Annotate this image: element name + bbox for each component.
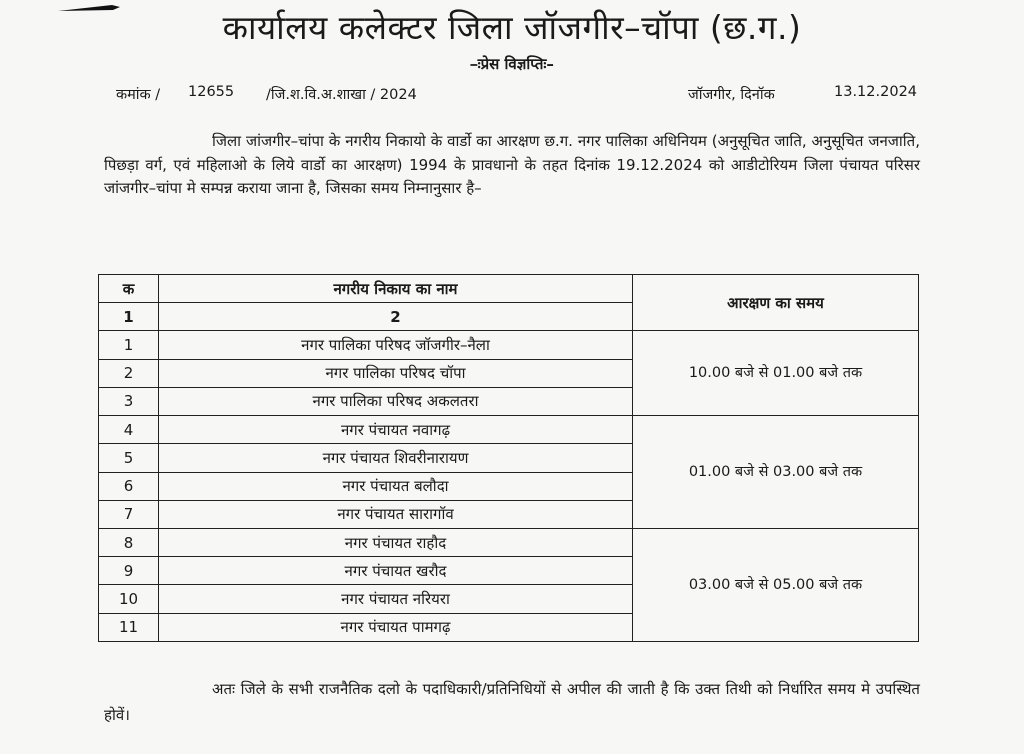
row-body-name: नगर पंचायत नरियरा	[159, 585, 633, 613]
row-serial: 4	[99, 416, 159, 444]
row-serial: 2	[99, 359, 159, 387]
header-serial: क	[99, 275, 159, 303]
row-body-name: नगर पंचायत बलौदा	[159, 472, 633, 500]
letter-number: 12655	[188, 84, 235, 100]
row-body-name: नगर पंचायत सारागॉव	[159, 500, 633, 528]
row-body-name: नगर पंचायत शिवरीनारायण	[159, 444, 633, 472]
column-number-2: 2	[159, 303, 633, 331]
press-release-heading: –ःप्रेस विज्ञप्तिः–	[470, 55, 554, 73]
department-code: /जि.श.वि.अ.शाखा / 2024	[266, 87, 417, 103]
reservation-schedule-table	[98, 274, 919, 642]
row-body-name: नगर पंचायत राहौद	[159, 528, 633, 556]
row-serial: 8	[99, 528, 159, 556]
header-body-name: नगरीय निकाय का नाम	[159, 275, 633, 303]
row-serial: 7	[99, 500, 159, 528]
column-number-1: 1	[99, 303, 159, 331]
closing-paragraph	[104, 676, 920, 728]
row-serial: 11	[99, 613, 159, 641]
table-header-row	[99, 275, 919, 303]
office-title: कार्यालय कलेक्टर जिला जॉजगीर–चॉपा (छ.ग.)	[222, 8, 802, 47]
table-row	[99, 331, 919, 359]
header-time: आरक्षण का समय	[633, 275, 919, 331]
time-slot-2: 01.00 बजे से 03.00 बजे तक	[633, 416, 919, 529]
row-body-name: नगर पालिका परिषद अकलतरा	[159, 387, 633, 415]
time-slot-3: 03.00 बजे से 05.00 बजे तक	[633, 528, 919, 641]
row-body-name: नगर पंचायत खरौद	[159, 557, 633, 585]
row-body-name: नगर पंचायत पामगढ़	[159, 613, 633, 641]
row-serial: 3	[99, 387, 159, 415]
row-serial: 9	[99, 557, 159, 585]
body-paragraph	[104, 130, 920, 201]
body-text: जिला जांजगीर–चांपा के नगरीय निकायो के वार्डो का आरक्षण छ.ग. नगर पालिका अधिनियम (अनुसूचित जाति, अनुसूचित जनजाति, पिछड़ा वर्ग, एवं महिलाओ के लिये वार्डो का आरक्षण) 1994 के प्रावधानो के तहत दिनांक 19.12.2024 को आडीटोरियम जिला पंचायत परिसर जांजगीर–चांपा मे सम्पन्न कराया जाना है, जिसका समय निम्नानुसार है–	[104, 132, 920, 197]
table-row	[99, 528, 919, 556]
table-row	[99, 416, 919, 444]
closing-text: अतः जिले के सभी राजनैतिक दलो के पदाधिकारी/प्रतिनिधियों से अपील की जाती है कि उक्त तिथी को निर्धारित समय मे उपस्थित होवें।	[104, 680, 920, 724]
row-body-name: नगर पंचायत नवागढ़	[159, 416, 633, 444]
row-body-name: नगर पालिका परिषद चॉपा	[159, 359, 633, 387]
row-serial: 1	[99, 331, 159, 359]
row-serial: 10	[99, 585, 159, 613]
issue-date: 13.12.2024	[834, 84, 918, 100]
row-body-name: नगर पालिका परिषद जॉजगीर–नैला	[159, 331, 633, 359]
time-slot-1: 10.00 बजे से 01.00 बजे तक	[633, 331, 919, 416]
kramank-label: कमांक /	[116, 87, 161, 103]
row-serial: 5	[99, 444, 159, 472]
place-date-label: जॉजगीर, दिनॉक	[688, 87, 775, 103]
row-serial: 6	[99, 472, 159, 500]
